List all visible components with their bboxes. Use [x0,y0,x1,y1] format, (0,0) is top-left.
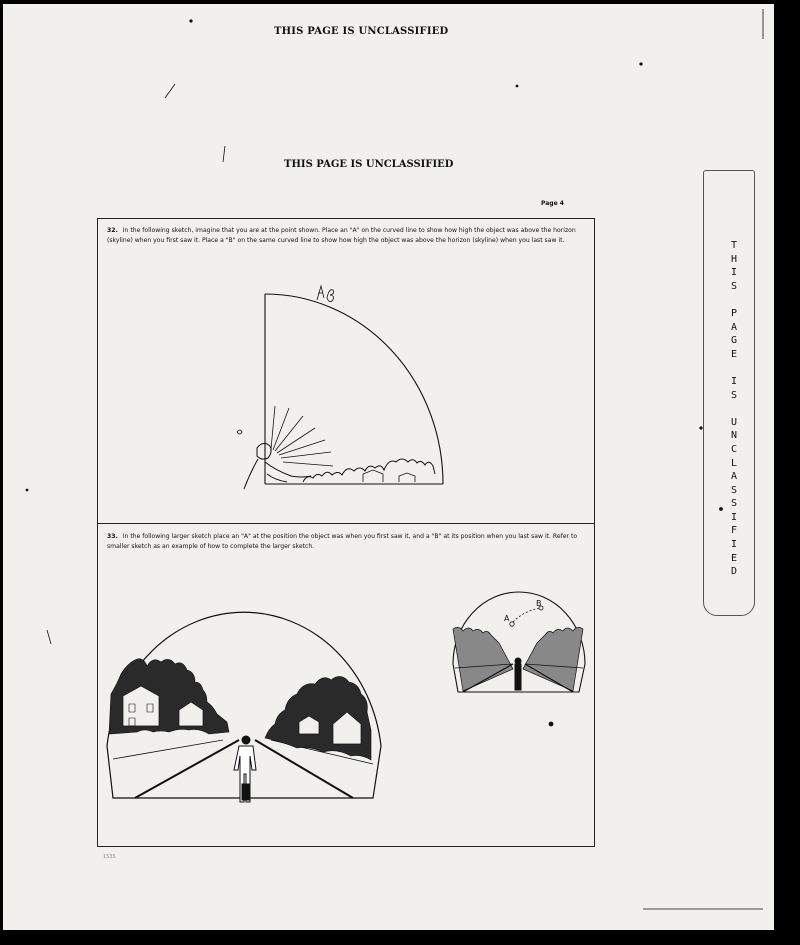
side-tab-letter: I [730,375,738,387]
side-tab-letter: L [730,457,738,469]
document-page [3,4,774,930]
side-tab-letter: F [730,525,738,537]
road-edge-left [135,740,239,798]
side-tab-letter: I [730,267,738,279]
side-tab-letter: S [730,484,738,496]
side-tab-letter: E [730,552,738,564]
side-tab-letter: T [730,240,738,251]
side-tab-letter: N [730,430,738,442]
observer-figure [244,443,311,489]
question-number: 32. [107,227,118,234]
example-trajectory [513,608,541,622]
side-tab-letter: A [730,471,738,483]
side-tab-letter: E [730,348,738,360]
quarter-arc [265,294,443,484]
large-dome-sketch [107,612,381,802]
quarter-arc-sketch [237,286,443,489]
side-tab-letter: I [730,511,738,523]
side-tab-letter: P [730,307,738,319]
person-silhouette [234,736,256,802]
side-tab-letter: S [730,498,738,510]
side-tab-letter: I [730,539,738,551]
sketch-layer [3,4,774,930]
trees-right [265,676,371,760]
side-tab-letter: U [730,416,738,428]
scan-specks [26,9,763,909]
classification-banner-top: THIS PAGE IS UNCLASSIFIED [274,26,449,37]
sight-lines [271,406,333,466]
side-tab-letter: S [730,280,738,292]
handwritten-mark [317,286,334,302]
side-tab-letter: G [730,335,738,347]
question-number: 33. [107,533,118,540]
side-tab-letter: H [730,253,738,265]
example-dome-sketch [453,592,585,692]
side-tab-letter: D [730,566,738,578]
question-text: In the following larger sketch place an "A" at the position the object was when you first saw it, and a "B" at its position when you last saw it. Refer to smaller sketch as an example of how to complete the larger sketch. [107,533,578,550]
classification-banner: THIS PAGE IS UNCLASSIFIED [284,159,454,170]
scan-mark: 1535 [103,854,116,860]
example-shaded-right [523,627,583,691]
example-label-b: B [536,599,542,608]
page-number: Page 4 [541,200,564,207]
side-tab-letter: A [730,321,738,333]
example-person [515,664,521,690]
question-text: In the following sketch, imagine that you are at the point shown. Place an "A" on the curved line to show how high the object was above the horizon (skyline) when you first saw it. Place a "B" on the same curved line to show how high the object was above the horizon (skyline) when you last saw it. [107,227,576,244]
example-label-a: A [504,614,510,623]
side-tab-letter: S [730,389,738,401]
side-tab-letter: C [730,443,738,455]
